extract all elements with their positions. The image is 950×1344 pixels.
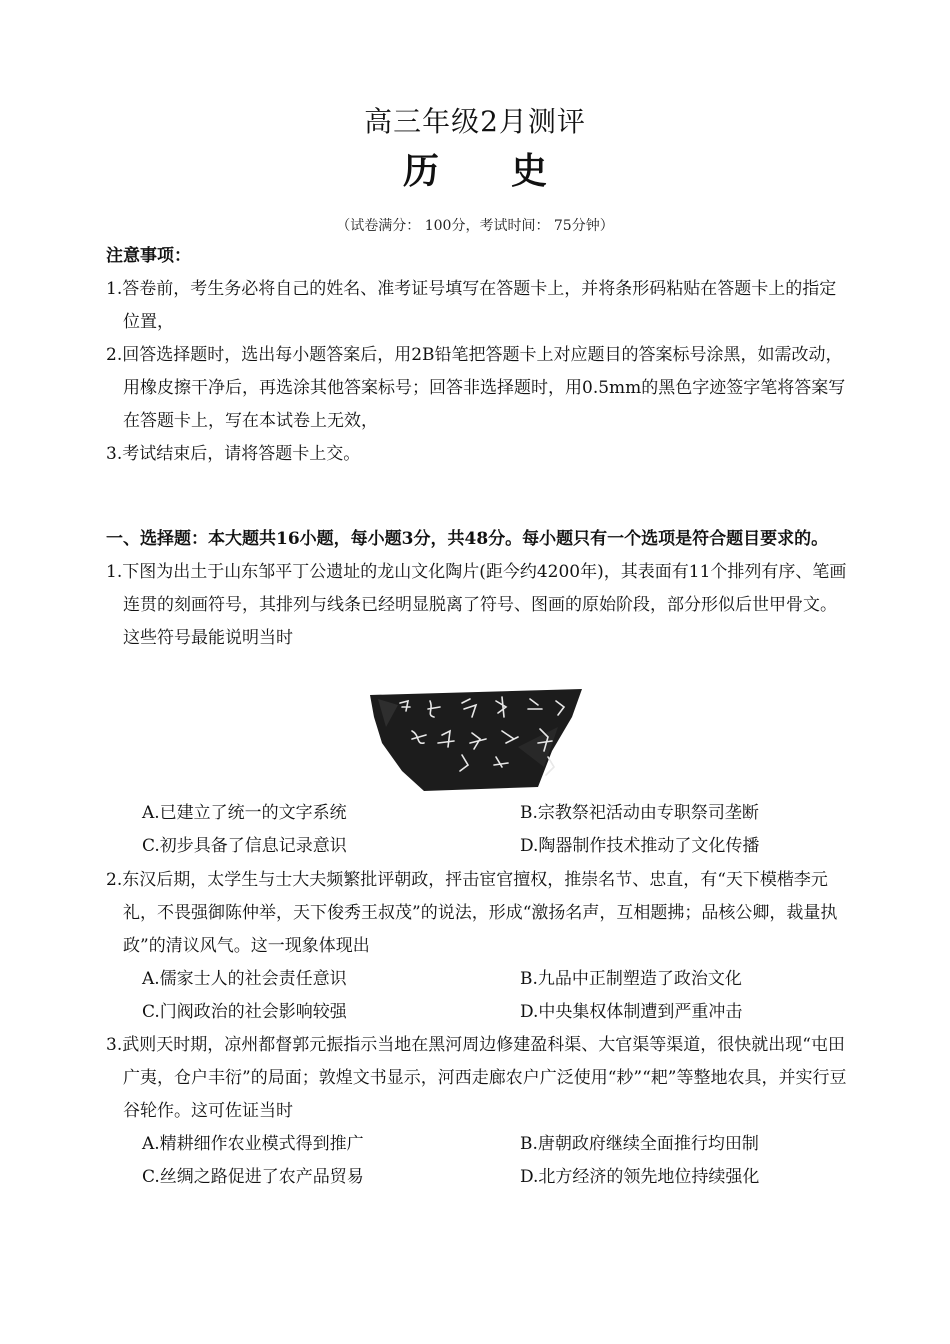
option-b[interactable]: B.九品中正制塑造了政治文化 — [520, 969, 742, 989]
option-c[interactable]: C.丝绸之路促进了农产品贸易 — [142, 1167, 364, 1187]
section-heading: 一、选择题：本大题共16小题，每小题3分，共48分。每小题只有一个选项是符合题目要求的。 — [106, 529, 829, 549]
section-one — [106, 523, 850, 655]
option-a[interactable]: A.儒家士人的社会责任意识 — [142, 969, 347, 989]
option-d[interactable]: D.北方经济的领先地位持续强化 — [520, 1167, 760, 1187]
note-item: 2.回答选择题时，选出每小题答案后，用2B铅笔把答题卡上对应题目的答案标号涂黑，如需改动，用橡皮擦干净后，再选涂其他答案标号；回答非选择题时，用0.5mm的黑色字迹签字笔将答案写在答题卡上，写在本试卷上无效， — [106, 345, 846, 431]
question-1-options — [106, 797, 850, 863]
pottery-sherd-image — [368, 687, 584, 793]
option-c[interactable]: C.门阀政治的社会影响较强 — [142, 1002, 347, 1022]
question-1-stem: 1.下图为出土于山东邹平丁公遗址的龙山文化陶片(距今约4200年)，其表面有11个排列有序、笔画连贯的刻画符号，其排列与线条已经明显脱离了符号、图画的原始阶段，部分形似后世甲骨文。这些符号最能说明当时 — [106, 562, 847, 648]
note-item: 1.答卷前，考生务必将自己的姓名、准考证号填写在答题卡上，并将条形码粘贴在答题卡上的指定位置， — [106, 279, 837, 332]
exam-title: 高三年级2月测评 — [364, 105, 586, 138]
notes-section — [106, 240, 850, 471]
questions-2-3 — [106, 864, 850, 1194]
question-3-stem: 3.武则天时期，凉州都督郭元振指示当地在黑河周边修建盈科渠、大官渠等渠道，很快就出现“屯田广夷，仓户丰衍”的局面；敦煌文书显示，河西走廊农户广泛使用“耖”“耙”等整地农具，并实行豆谷轮作。这可佐证当时 — [106, 1035, 847, 1121]
option-d[interactable]: D.中央集权体制遭到严重冲击 — [520, 1002, 743, 1022]
subject-title: 历 史 — [402, 150, 547, 192]
option-b[interactable]: B.宗教祭祀活动由专职祭司垄断 — [520, 803, 759, 823]
question-2-stem: 2.东汉后期，太学生与士大夫频繁批评朝政，抨击宦官擅权，推崇名节、忠直，有“天下模楷李元礼，不畏强御陈仲举，天下俊秀王叔茂”的说法，形成“激扬名声，互相题拂；品核公卿，裁量执政”的清议风气。这一现象体现出 — [106, 870, 838, 956]
option-c[interactable]: C.初步具备了信息记录意识 — [142, 836, 347, 856]
pottery-sherd-figure — [368, 687, 584, 793]
note-item: 3.考试结束后，请将答题卡上交。 — [106, 444, 361, 464]
option-b[interactable]: B.唐朝政府继续全面推行均田制 — [520, 1134, 759, 1154]
notes-heading: 注意事项： — [106, 246, 191, 266]
option-d[interactable]: D.陶器制作技术推动了文化传播 — [520, 836, 760, 856]
option-a[interactable]: A.已建立了统一的文字系统 — [142, 803, 347, 823]
exam-meta: （试卷满分： 100分，考试时间： 75分钟） — [336, 218, 614, 234]
option-a[interactable]: A.精耕细作农业模式得到推广 — [142, 1134, 364, 1154]
